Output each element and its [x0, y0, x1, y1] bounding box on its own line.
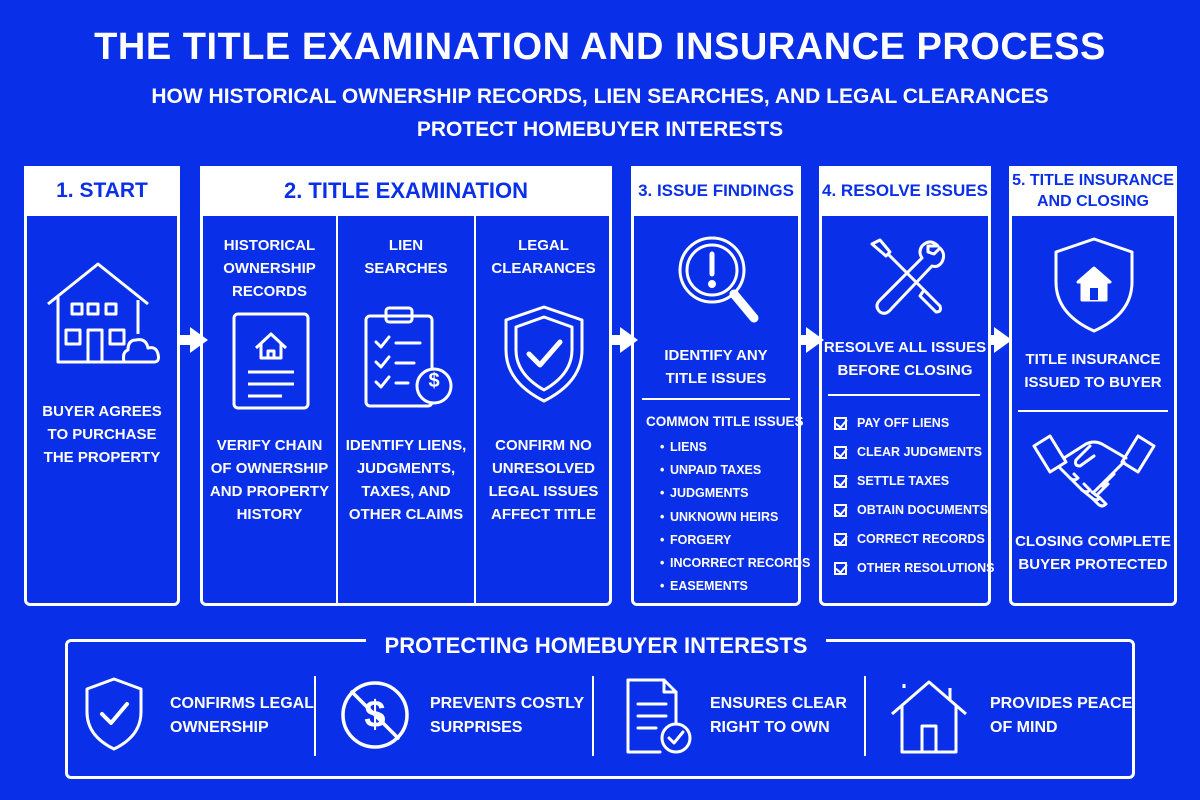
text-line: RIGHT TO OWN	[710, 719, 830, 736]
step-findings-header: 3. ISSUE FINDINGS	[631, 166, 801, 216]
exam-column-heading	[203, 234, 336, 303]
step-start-panel	[24, 166, 180, 606]
text-line: HISTORY	[236, 506, 303, 523]
wrench-screwdriver-icon	[866, 236, 946, 316]
resolution-checklist-item: CLEAR JUDGMENTS	[834, 445, 982, 459]
section-divider	[828, 394, 980, 396]
benefit-text	[170, 692, 314, 740]
issue-list-item: • INCORRECT RECORDS	[660, 556, 811, 570]
text-line: UNRESOLVED	[491, 460, 596, 477]
text-line: TITLE ISSUES	[665, 370, 767, 387]
step-examination-header: 2. TITLE EXAMINATION	[200, 166, 612, 216]
issue-list-item: • LIENS	[660, 440, 707, 454]
shield-house-icon	[1052, 236, 1136, 334]
text-line: CONFIRMS LEGAL	[170, 695, 314, 712]
resolution-checklist-item: CORRECT RECORDS	[834, 532, 985, 546]
text-line: RESOLVE ALL ISSUES	[823, 339, 987, 356]
text-line: OF OWNERSHIP	[210, 460, 329, 477]
house-document-icon	[232, 312, 310, 410]
checkbox-checked-icon	[834, 446, 847, 459]
dollar-sign-icon: $	[364, 694, 386, 736]
resolution-checklist-item: OTHER RESOLUTIONS	[834, 561, 995, 575]
step-resolve-text	[822, 336, 988, 382]
text-line: BUYER PROTECTED	[1018, 556, 1168, 573]
issue-list-item: • FORGERY	[660, 533, 732, 547]
text-line: OTHER CLAIMS	[348, 506, 464, 523]
step-closing-text	[1012, 348, 1174, 394]
heading-line: LIEN	[388, 237, 424, 254]
house-icon	[44, 258, 160, 368]
page-subtitle	[100, 80, 1100, 146]
document-check-icon	[624, 676, 694, 756]
step-findings-text	[634, 344, 798, 390]
header-line: 5. TITLE INSURANCE	[1012, 172, 1174, 189]
column-divider	[474, 216, 476, 604]
column-divider	[336, 216, 338, 604]
dollar-sign-icon: $	[428, 370, 440, 392]
shield-check-icon	[502, 304, 586, 404]
benefit-divider	[314, 676, 316, 756]
step-start-text-line: BUYER AGREES	[42, 403, 162, 420]
text-line: VERIFY CHAIN	[216, 437, 323, 454]
step-start-text	[27, 400, 177, 469]
text-line: SURPRISES	[430, 719, 523, 736]
benefits-header: PROTECTING HOMEBUYER INTERESTS	[366, 626, 826, 666]
text-line: IDENTIFY LIENS,	[345, 437, 467, 454]
shield-check-icon	[84, 676, 144, 752]
resolution-checklist-item: OBTAIN DOCUMENTS	[834, 503, 988, 517]
text-line: IDENTIFY ANY	[664, 347, 768, 364]
text-line: CLOSING COMPLETE	[1015, 533, 1171, 550]
benefit-text	[430, 692, 584, 740]
handshake-icon	[1030, 430, 1158, 512]
benefit-text	[710, 692, 847, 740]
common-issues-title: COMMON TITLE ISSUES	[646, 414, 804, 429]
magnifier-alert-icon	[676, 234, 762, 326]
exam-column-heading	[477, 234, 610, 280]
step-closing-header	[1009, 166, 1177, 216]
checkbox-checked-icon	[834, 417, 847, 430]
issue-list-item: • UNKNOWN HEIRS	[660, 510, 779, 524]
issue-list-item: • EASEMENTS	[660, 579, 748, 593]
issue-list-item: • UNPAID TAXES	[660, 463, 762, 477]
checkbox-checked-icon	[834, 533, 847, 546]
resolution-checklist-item: PAY OFF LIENS	[834, 416, 949, 430]
text-line: ISSUED TO BUYER	[1024, 374, 1162, 391]
text-line: TAXES, AND	[361, 483, 451, 500]
subtitle-line-2: PROTECT HOMEBUYER INTERESTS	[416, 118, 784, 141]
text-line: ENSURES CLEAR	[710, 695, 847, 712]
exam-column-text	[203, 434, 336, 526]
exam-column-text	[339, 434, 473, 526]
heading-line: OWNERSHIP	[223, 260, 316, 277]
benefit-text	[990, 692, 1132, 740]
house-outline-icon	[888, 676, 970, 756]
step-resolve-header: 4. RESOLVE ISSUES	[819, 166, 991, 216]
step-start-text-line: TO PURCHASE	[47, 426, 157, 443]
text-line: PREVENTS COSTLY	[430, 695, 585, 712]
text-line: AFFECT TITLE	[491, 506, 596, 523]
text-line: TITLE INSURANCE	[1025, 351, 1161, 368]
benefit-divider	[592, 676, 594, 756]
page-title: THE TITLE EXAMINATION AND INSURANCE PROCESS	[94, 26, 1106, 68]
clipboard-dollar-icon	[362, 306, 456, 414]
exam-column-text	[477, 434, 610, 526]
text-line: JUDGMENTS,	[356, 460, 456, 477]
step-start-text-line: THE PROPERTY	[43, 449, 161, 466]
checkbox-checked-icon	[834, 562, 847, 575]
text-line: OF MIND	[990, 719, 1058, 736]
section-divider	[642, 398, 790, 400]
checkbox-checked-icon	[834, 475, 847, 488]
text-line: AND PROPERTY	[209, 483, 330, 500]
heading-line: LEGAL	[518, 237, 569, 254]
checkbox-checked-icon	[834, 504, 847, 517]
section-divider	[1018, 410, 1168, 412]
subtitle-line-1: HOW HISTORICAL OWNERSHIP RECORDS, LIEN SEARCHES, AND LEGAL CLEARANCES	[151, 85, 1049, 108]
text-line: PROVIDES PEACE	[990, 695, 1133, 712]
heading-line: HISTORICAL	[223, 237, 316, 254]
benefit-divider	[864, 676, 866, 756]
heading-line: RECORDS	[231, 283, 307, 300]
heading-line: CLEARANCES	[491, 260, 596, 277]
text-line: BEFORE CLOSING	[837, 362, 973, 379]
step-start-header: 1. START	[24, 166, 180, 216]
heading-line: SEARCHES	[364, 260, 448, 277]
text-line: LEGAL ISSUES	[488, 483, 599, 500]
text-line: OWNERSHIP	[170, 719, 269, 736]
header-line: AND CLOSING	[1036, 193, 1149, 210]
issue-list-item: • JUDGMENTS	[660, 486, 749, 500]
text-line: CONFIRM NO	[495, 437, 592, 454]
exam-column-heading	[339, 234, 473, 280]
resolution-checklist-item: SETTLE TAXES	[834, 474, 949, 488]
step-closing-text-2	[1012, 530, 1174, 576]
